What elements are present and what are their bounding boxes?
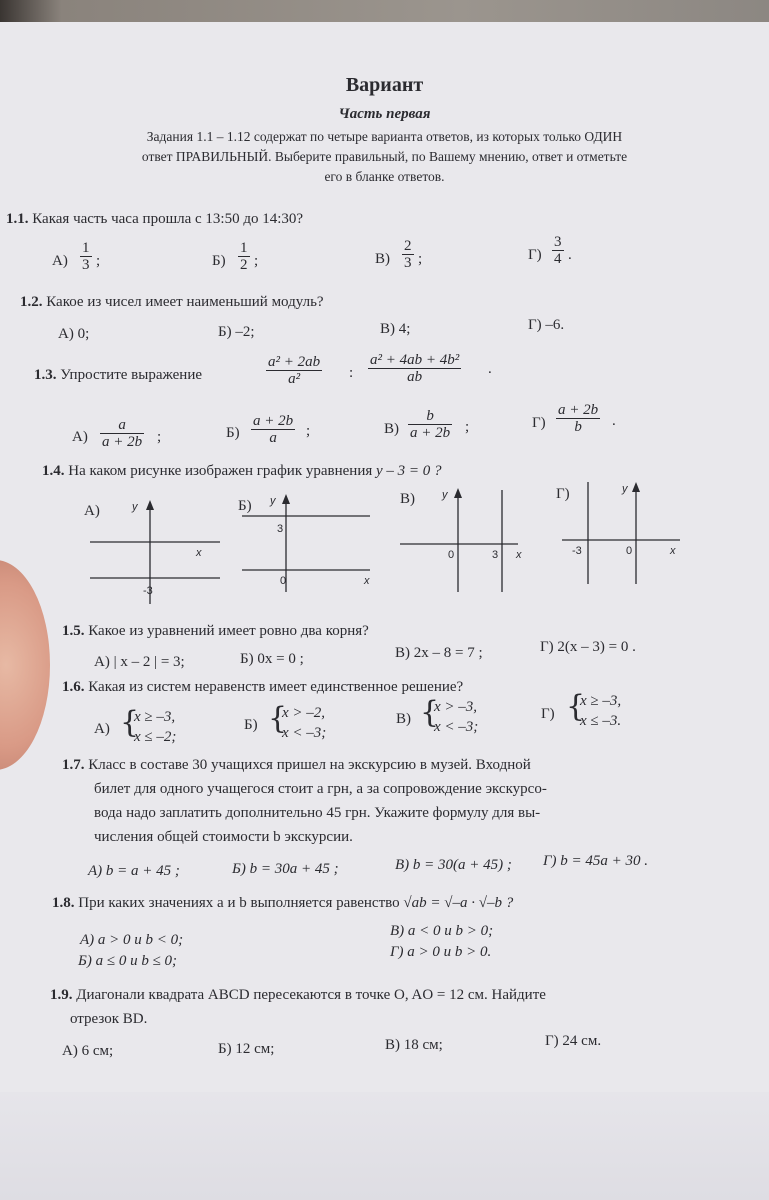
- q15-opt-a: А) | x – 2 | = 3;: [94, 654, 185, 670]
- q16-opt-c-label: В): [396, 711, 411, 727]
- q18-opt-a: А) a > 0 и b < 0;: [80, 932, 184, 948]
- q13-opt-a-label: А): [72, 429, 88, 445]
- q11-opt-d-label: Г): [528, 247, 542, 263]
- q16-opt-a-brace: {: [120, 705, 140, 740]
- graph-a-x-label: x: [196, 547, 202, 559]
- q19-opt-b: Б) 12 см;: [218, 1041, 275, 1057]
- q16-opt-d-brace: {: [566, 689, 586, 724]
- q13-fraction-2: $\frac{\text{a² + 4ab + 4b²}}{ab}$: [370, 352, 460, 385]
- q18-opt-c: В) a < 0 и b > 0;: [390, 923, 494, 939]
- q13-opt-c-fraction: $\frac{b}{a + 2b}$: [410, 408, 451, 441]
- q12-opt-a: А) 0;: [58, 326, 90, 342]
- q11-opt-b-sep: ;: [254, 253, 259, 269]
- graph-c-origin: 0: [448, 549, 455, 561]
- q13-opt-d-label: Г): [532, 415, 546, 431]
- q17-opt-a: А) b = a + 45 ;: [88, 863, 180, 879]
- q16-opt-a-line1: x ≥ –3,: [134, 709, 176, 725]
- sheet-lower-area: [0, 1092, 769, 1200]
- question-1-7-line-1: 1.7. Класс в составе 30 учащихся пришел на экскурсию в музей. Входной: [62, 757, 531, 773]
- page-subtitle: Часть первая: [338, 106, 431, 122]
- q15-opt-b: Б) 0x = 0 ;: [240, 651, 304, 667]
- q13-opt-a-sep: ;: [157, 429, 162, 445]
- question-1-1: 1.1. Какая часть часа прошла с 13:50 до 14:30?: [6, 211, 304, 227]
- q13-opt-d-fraction: $\frac{a + 2b}{b}$: [558, 402, 599, 435]
- q11-opt-a-sep: ;: [96, 253, 101, 269]
- q11-opt-a-fraction: $\frac{1}{3}$: [82, 240, 90, 273]
- question-1-7-line-3: вода надо заплатить дополнительно 45 грн. Укажите формулу для вы-: [94, 805, 541, 821]
- q16-opt-b-brace: {: [268, 701, 288, 736]
- graph-c-x-label: x: [516, 549, 522, 561]
- q16-opt-b-label: Б): [244, 717, 258, 733]
- q16-opt-d-line1: x ≥ –3,: [580, 693, 622, 709]
- q11-opt-d-fraction: $\frac{3}{4}$: [554, 234, 562, 267]
- question-1-9-line-1: 1.9. Диагонали квадрата ABCD пересекаются в точке O, AO = 12 см. Найдите: [50, 987, 546, 1003]
- graph-c-label: В): [400, 491, 415, 507]
- intro-line-2: ответ ПРАВИЛЬНЫЙ. Выберите правильный, по Вашему мнению, ответ и отметьте: [141, 149, 628, 164]
- q11-opt-c-fraction: $\frac{2}{3}$: [404, 238, 412, 271]
- graph-a-y-label: y: [132, 501, 138, 513]
- q11-opt-c-label: В): [375, 251, 390, 267]
- graph-d: [560, 480, 690, 590]
- question-1-5: 1.5. Какое из уравнений имеет ровно два корня?: [62, 623, 369, 639]
- question-1-8: 1.8. При каких значениях a и b выполняется равенство √ab = √–a · √–b ?: [52, 895, 514, 911]
- q13-dot: .: [488, 361, 492, 377]
- page-title: Вариант: [345, 74, 424, 96]
- q13-opt-b-sep: ;: [306, 423, 311, 439]
- q18-opt-d: Г) a > 0 и b > 0.: [390, 944, 492, 960]
- q16-opt-b-line1: x > –2,: [282, 705, 326, 721]
- q12-opt-d: Г) –6.: [528, 317, 565, 333]
- graph-c-y-label: y: [442, 489, 448, 501]
- graph-a-value: -3: [143, 585, 153, 597]
- question-1-2: 1.2. Какое из чисел имеет наименьший модуль?: [20, 294, 324, 310]
- q13-opt-c-label: В): [384, 421, 399, 437]
- graph-b-label: Б): [238, 498, 252, 514]
- q16-opt-b-line2: x < –3;: [282, 725, 327, 741]
- question-1-7-line-2: билет для одного учащегося стоит a грн, а за сопровождение экскурсо-: [94, 781, 547, 797]
- q13-opt-c-sep: ;: [465, 419, 470, 435]
- q16-opt-a-label: А): [94, 721, 110, 737]
- q12-opt-b: Б) –2;: [218, 324, 255, 340]
- intro-line-1: Задания 1.1 – 1.12 содержат по четыре варианта ответов, из которых только ОДИН: [146, 129, 623, 144]
- q13-fraction-1: $\frac{\text{a² + 2ab}}{\text{a²}}$: [268, 354, 321, 387]
- question-1-4: 1.4. На каком рисунке изображен график уравнения y – 3 = 0 ?: [42, 463, 442, 479]
- q16-opt-a-line2: x ≤ –2;: [134, 729, 177, 745]
- q15-opt-c: В) 2x – 8 = 7 ;: [395, 645, 483, 661]
- graph-b-y-label: y: [270, 495, 276, 507]
- question-1-3: 1.3. Упростите выражение: [34, 367, 203, 383]
- q13-colon: :: [349, 365, 354, 381]
- intro-line-3: его в бланке ответов.: [324, 169, 445, 184]
- graph-d-label: Г): [556, 486, 570, 502]
- q15-opt-d: Г) 2(x – 3) = 0 .: [540, 639, 636, 655]
- graph-a-label: А): [84, 503, 100, 519]
- q11-opt-b-label: Б): [212, 253, 226, 269]
- q16-opt-c-line1: x > –3,: [434, 699, 478, 715]
- question-1-7-line-4: числения общей стоимости b экскурсии.: [94, 829, 353, 845]
- graph-d-value: -3: [572, 545, 582, 557]
- graph-b-x-label: x: [364, 575, 370, 587]
- q11-opt-d-sep: .: [568, 247, 572, 263]
- q11-opt-b-fraction: $\frac{1}{2}$: [240, 240, 248, 273]
- q19-opt-a: А) 6 см;: [62, 1043, 114, 1059]
- graph-b-origin: 0: [280, 575, 287, 587]
- q16-opt-d-label: Г): [541, 706, 555, 722]
- graph-b: [240, 492, 380, 602]
- q19-opt-c: В) 18 см;: [385, 1037, 443, 1053]
- q16-opt-c-line2: x < –3;: [434, 719, 479, 735]
- q13-opt-b-label: Б): [226, 425, 240, 441]
- q16-opt-d-line2: x ≤ –3.: [580, 713, 622, 729]
- q18-opt-b: Б) a ≤ 0 и b ≤ 0;: [78, 953, 178, 969]
- q11-opt-c-sep: ;: [418, 251, 423, 267]
- graph-c: [398, 486, 538, 596]
- q17-opt-c: В) b = 30(a + 45) ;: [395, 857, 512, 873]
- graph-a: [88, 498, 228, 608]
- q13-opt-d-sep: .: [612, 413, 616, 429]
- q11-opt-a-label: А): [52, 253, 68, 269]
- graph-b-value: 3: [277, 523, 284, 535]
- graph-c-value: 3: [492, 549, 499, 561]
- q16-opt-c-brace: {: [420, 695, 440, 730]
- graph-d-x-label: x: [670, 545, 676, 557]
- q13-opt-a-fraction: $\frac{a}{a + 2b}$: [102, 417, 143, 450]
- q17-opt-d: Г) b = 45a + 30 .: [543, 853, 649, 869]
- q17-opt-b: Б) b = 30a + 45 ;: [232, 861, 339, 877]
- q19-opt-d: Г) 24 см.: [545, 1033, 602, 1049]
- question-1-6: 1.6. Какая из систем неравенств имеет единственное решение?: [62, 679, 464, 695]
- q12-opt-c: В) 4;: [380, 321, 411, 337]
- graph-d-y-label: y: [622, 483, 628, 495]
- q13-opt-b-fraction: $\frac{a + 2b}{a}$: [253, 413, 294, 446]
- graph-d-origin: 0: [626, 545, 633, 557]
- question-1-9-line-2: отрезок BD.: [70, 1011, 148, 1027]
